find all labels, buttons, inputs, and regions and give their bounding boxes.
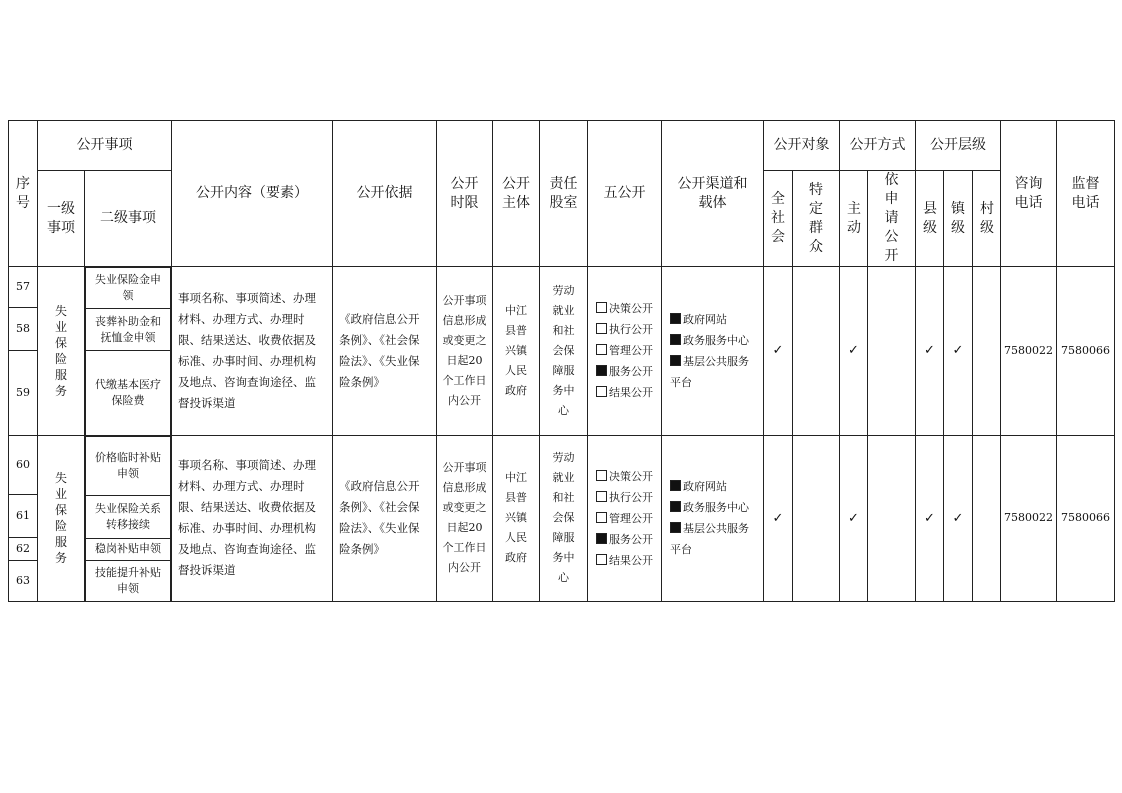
level2-item: 技能提升补贴申领 bbox=[86, 560, 171, 601]
row-seq: 62 bbox=[9, 538, 38, 560]
channel-item bbox=[670, 330, 755, 351]
checked-box-icon bbox=[596, 365, 607, 376]
obj-all-check-icon: ✓ bbox=[764, 435, 793, 602]
channel-item bbox=[670, 309, 755, 330]
channel-cell bbox=[662, 267, 764, 436]
consult-phone: 7580022 bbox=[1001, 435, 1057, 602]
five-item bbox=[596, 466, 653, 487]
level-county-check-icon: ✓ bbox=[916, 267, 944, 436]
five-item bbox=[596, 487, 653, 508]
unchecked-box-icon bbox=[596, 386, 607, 397]
checked-box-icon bbox=[596, 533, 607, 544]
header-content: 公开内容（要素） bbox=[172, 121, 333, 267]
obj-specific-cell bbox=[793, 267, 840, 436]
header-town: 镇级 bbox=[944, 171, 973, 267]
office-cell: 劳动就业和社会保障服务中心 bbox=[540, 435, 588, 602]
five-item bbox=[596, 298, 653, 319]
header-subject: 公开主体 bbox=[493, 121, 540, 267]
channel-item-label: 政务服务中心 bbox=[683, 333, 749, 347]
five-item-label: 决策公开 bbox=[609, 302, 653, 316]
unchecked-box-icon bbox=[596, 491, 607, 502]
method-active-check-icon: ✓ bbox=[840, 267, 868, 436]
level2-item: 失业保险金申领 bbox=[86, 268, 171, 309]
row-seq: 59 bbox=[9, 350, 38, 435]
level-village-cell bbox=[973, 267, 1001, 436]
checked-box-icon bbox=[670, 334, 681, 345]
channel-item bbox=[670, 476, 755, 497]
table-row bbox=[9, 267, 1115, 308]
level2-list bbox=[85, 436, 171, 602]
channel-item-label: 政府网站 bbox=[683, 480, 727, 494]
header-village: 村级 bbox=[973, 171, 1001, 267]
table-body bbox=[9, 267, 1115, 602]
header-active: 主动 bbox=[840, 171, 868, 267]
level1-cell: 失业保险服务 bbox=[38, 435, 85, 602]
channel-item-label: 基层公共服务平台 bbox=[670, 522, 749, 557]
checked-box-icon bbox=[670, 480, 681, 491]
level2-item: 稳岗补贴申领 bbox=[86, 538, 171, 560]
five-item bbox=[596, 508, 653, 529]
checked-box-icon bbox=[670, 522, 681, 533]
header-consult: 咨询电话 bbox=[1001, 121, 1057, 267]
basis-cell: 《政府信息公开条例》、《社会保险法》、《失业保险条例》 bbox=[333, 435, 437, 602]
header-time-limit: 公开时限 bbox=[437, 121, 493, 267]
content-cell: 事项名称、事项简述、办理材料、办理方式、办理时限、结果送达、收费依据及标准、办事时间、办理机构及地点、咨询查询途径、监督投诉渠道 bbox=[172, 435, 333, 602]
five-item bbox=[596, 361, 653, 382]
five-item-label: 服务公开 bbox=[609, 365, 653, 379]
checked-box-icon bbox=[670, 501, 681, 512]
header-obj-all: 全社会 bbox=[764, 171, 793, 267]
five-item-label: 结果公开 bbox=[609, 553, 653, 567]
level2-item: 丧葬补助金和抚恤金申领 bbox=[86, 309, 171, 351]
level2-cell bbox=[85, 267, 172, 436]
five-item-label: 管理公开 bbox=[609, 344, 653, 358]
header-supervise: 监督电话 bbox=[1057, 121, 1115, 267]
checked-box-icon bbox=[670, 313, 681, 324]
header-level1: 一级事项 bbox=[38, 171, 85, 267]
table-row bbox=[9, 435, 1115, 495]
basis-cell: 《政府信息公开条例》、《社会保险法》、《失业保险条例》 bbox=[333, 267, 437, 436]
channel-item-label: 政务服务中心 bbox=[683, 501, 749, 515]
content-cell: 事项名称、事项简述、办理材料、办理方式、办理时限、结果送达、收费依据及标准、办事时间、办理机构及地点、咨询查询途径、监督投诉渠道 bbox=[172, 267, 333, 436]
channel-item-label: 政府网站 bbox=[683, 312, 727, 326]
level-town-check-icon: ✓ bbox=[944, 267, 973, 436]
obj-all-check-icon: ✓ bbox=[764, 267, 793, 436]
level2-item: 代缴基本医疗保险费 bbox=[86, 351, 171, 435]
five-cell bbox=[588, 267, 662, 436]
disclosure-table bbox=[8, 120, 1115, 602]
time-limit-cell: 公开事项信息形成或变更之日起20个工作日内公开 bbox=[437, 435, 493, 602]
unchecked-box-icon bbox=[596, 554, 607, 565]
obj-specific-cell bbox=[793, 435, 840, 602]
level2-item: 失业保险关系转移接续 bbox=[86, 495, 171, 538]
method-request-cell bbox=[868, 435, 916, 602]
header-seq: 序号 bbox=[9, 121, 38, 267]
consult-phone: 7580022 bbox=[1001, 267, 1057, 436]
five-item-label: 执行公开 bbox=[609, 323, 653, 337]
five-item-label: 执行公开 bbox=[609, 490, 653, 504]
supervise-phone: 7580066 bbox=[1057, 267, 1115, 436]
five-item-label: 决策公开 bbox=[609, 469, 653, 483]
subject-cell: 中江县普兴镇人民政府 bbox=[493, 267, 540, 436]
level2-list bbox=[85, 267, 171, 435]
row-seq: 58 bbox=[9, 308, 38, 350]
supervise-phone: 7580066 bbox=[1057, 435, 1115, 602]
channel-item-label: 基层公共服务平台 bbox=[670, 354, 749, 389]
five-item bbox=[596, 340, 653, 361]
subject-cell: 中江县普兴镇人民政府 bbox=[493, 435, 540, 602]
method-request-cell bbox=[868, 267, 916, 436]
header-matter: 公开事项 bbox=[38, 121, 172, 171]
five-item-label: 管理公开 bbox=[609, 511, 653, 525]
header-five: 五公开 bbox=[588, 121, 662, 267]
level2-cell bbox=[85, 435, 172, 602]
five-item bbox=[596, 529, 653, 550]
five-item bbox=[596, 550, 653, 571]
header-channel: 公开渠道和载体 bbox=[662, 121, 764, 267]
five-cell bbox=[588, 435, 662, 602]
unchecked-box-icon bbox=[596, 344, 607, 355]
header-request: 依申请公开 bbox=[868, 171, 916, 267]
unchecked-box-icon bbox=[596, 470, 607, 481]
row-seq: 61 bbox=[9, 495, 38, 538]
row-seq: 60 bbox=[9, 435, 38, 495]
channel-item bbox=[670, 497, 755, 518]
header-obj-specific: 特定群众 bbox=[793, 171, 840, 267]
level2-item: 价格临时补贴申领 bbox=[86, 436, 171, 495]
level-county-check-icon: ✓ bbox=[916, 435, 944, 602]
level1-cell: 失业保险服务 bbox=[38, 267, 85, 436]
office-cell: 劳动就业和社会保障服务中心 bbox=[540, 267, 588, 436]
unchecked-box-icon bbox=[596, 302, 607, 313]
level-town-check-icon: ✓ bbox=[944, 435, 973, 602]
row-seq: 63 bbox=[9, 560, 38, 601]
header-office: 责任股室 bbox=[540, 121, 588, 267]
header-object: 公开对象 bbox=[764, 121, 840, 171]
level-village-cell bbox=[973, 435, 1001, 602]
five-item bbox=[596, 319, 653, 340]
header-level2: 二级事项 bbox=[85, 171, 172, 267]
method-active-check-icon: ✓ bbox=[840, 435, 868, 602]
five-item bbox=[596, 382, 653, 403]
header-county: 县级 bbox=[916, 171, 944, 267]
channel-item bbox=[670, 351, 755, 393]
time-limit-cell: 公开事项信息形成或变更之日起20个工作日内公开 bbox=[437, 267, 493, 436]
row-seq: 57 bbox=[9, 267, 38, 308]
checked-box-icon bbox=[670, 355, 681, 366]
five-item-label: 服务公开 bbox=[609, 532, 653, 546]
header-method: 公开方式 bbox=[840, 121, 916, 171]
header-basis: 公开依据 bbox=[333, 121, 437, 267]
unchecked-box-icon bbox=[596, 512, 607, 523]
five-item-label: 结果公开 bbox=[609, 386, 653, 400]
unchecked-box-icon bbox=[596, 323, 607, 334]
channel-item bbox=[670, 518, 755, 560]
header-level: 公开层级 bbox=[916, 121, 1001, 171]
channel-cell bbox=[662, 435, 764, 602]
